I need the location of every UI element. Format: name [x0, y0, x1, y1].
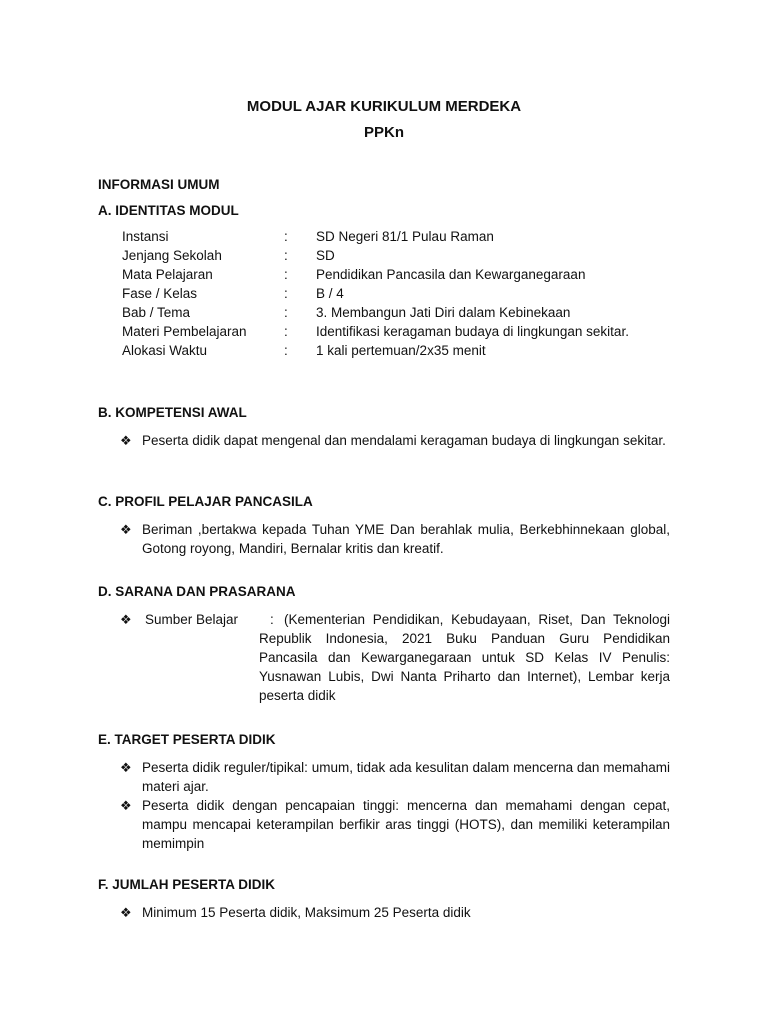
identity-row [122, 343, 682, 362]
list-item-text: Peserta didik dengan pencapaian tinggi: mencerna dan memahami dengan cepat, mampu mencapai keterampilan berfikir aras tinggi (HOTS), dan memiliki keterampilan memimpin [142, 798, 670, 851]
list-item-text: Beriman ,bertakwa kepada Tuhan YME Dan berahlak mulia, Berkebhinnekaan global, Gotong royong, Mandiri, Bernalar kritis dan kreatif. [142, 522, 670, 556]
identity-label: Jenjang Sekolah [122, 248, 222, 263]
identity-row [122, 267, 682, 286]
identity-colon: : [284, 229, 288, 244]
identity-table [122, 229, 682, 362]
diamond-bullet-icon: ❖ [120, 433, 132, 448]
diamond-bullet-icon: ❖ [120, 905, 132, 920]
info-heading: INFORMASI UMUM [98, 177, 220, 192]
list-item [120, 903, 670, 922]
identity-colon: : [284, 343, 288, 358]
list-item [120, 796, 670, 853]
identity-value: Pendidikan Pancasila dan Kewarganegaraan [316, 267, 586, 282]
identity-value: SD Negeri 81/1 Pulau Raman [316, 229, 494, 244]
sumber-belajar-label: Sumber Belajar [145, 612, 239, 627]
section-c-heading: C. PROFIL PELAJAR PANCASILA [98, 494, 313, 509]
list-item-text: Minimum 15 Peserta didik, Maksimum 25 Peserta didik [142, 905, 471, 920]
identity-colon: : [284, 305, 288, 320]
sumber-belajar-value: (Kementerian Pendidikan, Kebudayaan, Riset, Dan Teknologi Republik Indonesia, 2021 Buku Panduan Guru Pendidikan Pancasila dan Kewarganegaraan untuk SD Kelas IV Penulis: Yusnawan Lubis, Dwi Nanta Priharto dan Internet), Lembar kerja peserta didik [259, 612, 670, 703]
list-item-text: Peserta didik dapat mengenal dan mendalami keragaman budaya di lingkungan sekitar. [142, 433, 666, 448]
section-e-heading: E. TARGET PESERTA DIDIK [98, 732, 276, 747]
identity-colon: : [284, 324, 288, 339]
section-d-heading: D. SARANA DAN PRASARANA [98, 584, 296, 599]
diamond-bullet-icon: ❖ [120, 798, 132, 813]
document-subtitle: PPKn [363, 124, 404, 141]
identity-row [122, 248, 682, 267]
identity-value: 3. Membangun Jati Diri dalam Kebinekaan [316, 305, 571, 320]
identity-value: SD [316, 248, 335, 263]
list-item [120, 431, 670, 450]
sumber-belajar-colon: : [270, 612, 274, 627]
identity-label: Fase / Kelas [122, 286, 198, 301]
identity-colon: : [284, 248, 288, 263]
list-item [120, 520, 670, 558]
identity-value: B / 4 [316, 286, 344, 301]
diamond-bullet-icon: ❖ [120, 760, 132, 775]
identity-row [122, 305, 682, 324]
list-item [120, 610, 670, 705]
diamond-bullet-icon: ❖ [120, 522, 132, 537]
identity-colon: : [284, 267, 288, 282]
diamond-bullet-icon: ❖ [120, 612, 132, 627]
identity-value: 1 kali pertemuan/2x35 menit [316, 343, 486, 358]
identity-value: Identifikasi keragaman budaya di lingkungan sekitar. [316, 324, 629, 339]
list-item-text: Peserta didik reguler/tipikal: umum, tidak ada kesulitan dalam mencerna dan memahami materi ajar. [142, 760, 670, 794]
document-title: MODUL AJAR KURIKULUM MERDEKA [246, 98, 522, 115]
section-a-heading: A. IDENTITAS MODUL [98, 203, 239, 218]
identity-label: Mata Pelajaran [122, 267, 213, 282]
section-b-heading: B. KOMPETENSI AWAL [98, 405, 247, 420]
list-item [120, 758, 670, 796]
identity-colon: : [284, 286, 288, 301]
identity-row [122, 229, 682, 248]
identity-label: Alokasi Waktu [122, 343, 208, 358]
section-f-heading: F. JUMLAH PESERTA DIDIK [98, 877, 276, 892]
identity-label: Materi Pembelajaran [122, 324, 247, 339]
identity-row [122, 286, 682, 305]
identity-label: Bab / Tema [122, 305, 191, 320]
identity-label: Instansi [122, 229, 169, 244]
identity-row [122, 324, 682, 343]
